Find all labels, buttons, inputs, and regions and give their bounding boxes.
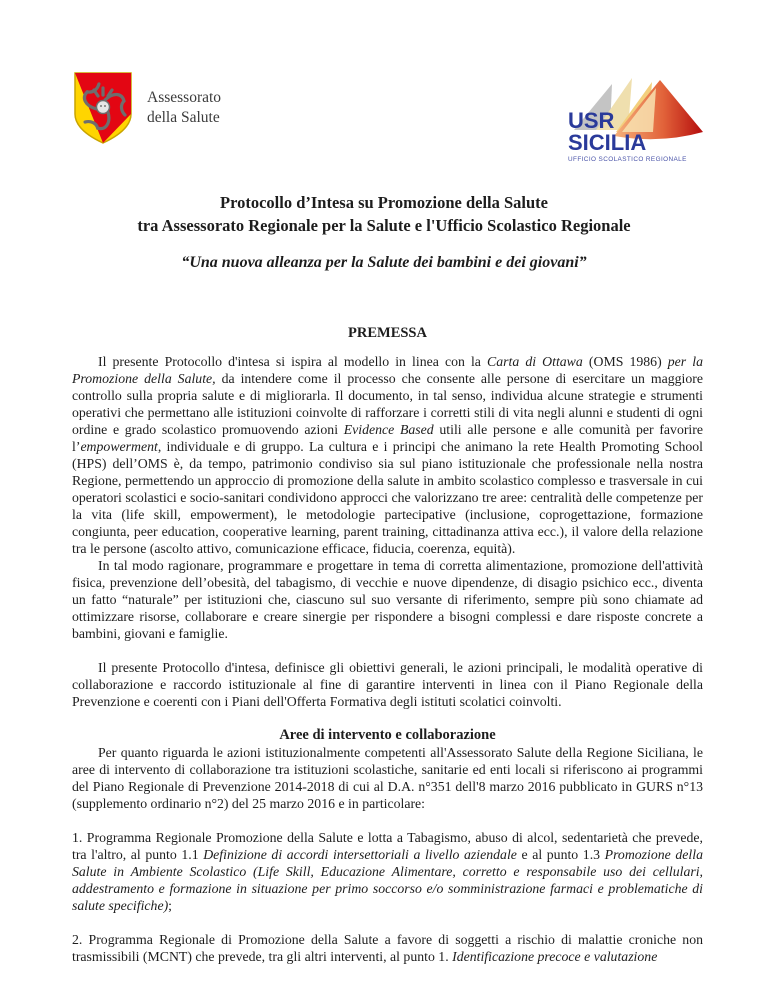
italic-text: Carta di Ottawa	[487, 354, 583, 369]
italic-text: Identificazione precoce e valutazione	[452, 949, 658, 964]
italic-text: Promozione della Salute in Ambiente Scolastico (Life Skill, Educazione Alimentare, corretto e responsabile uso dei cellulari, addestramento e formazione in situazione per primo soccorso e/o somministrazione farmaci e problematiche di salute specifiche)	[72, 847, 703, 913]
text: e al punto 1.3	[516, 847, 605, 862]
sicilia-text: SICILIA	[568, 130, 647, 155]
italic-text: empowerment	[80, 439, 158, 454]
text: utili alle persone e alle comunità per favorire l’	[72, 422, 703, 454]
paragraph	[72, 931, 703, 965]
title-line2: tra Assessorato Regionale per la Salute e l'Ufficio Scolastico Regionale	[137, 215, 631, 235]
assessorato-label-line1: Assessorato	[147, 89, 222, 106]
text: ;	[168, 898, 173, 913]
document-title	[40, 192, 728, 237]
paragraph	[72, 557, 703, 642]
paragraph	[72, 829, 703, 914]
text: 1. Programma Regionale Promozione della Salute e lotta a Tabagismo, abuso di alcol, sedentarietà che prevede, tra l'altro, al punto 1.1	[72, 830, 703, 862]
paragraph	[72, 744, 703, 812]
italic-text: per la Promozione della Salute,	[72, 354, 703, 386]
text: da intendere come il processo che consente alle persone di esercitare un maggiore controllo sulla propria salute e di migliorarla. Il documento, in tal senso, individua alcune strategie e strumenti operativi che permettano alle istituzioni coinvolte di rafforzare i corretti stili di vita negli alunni e studenti di ogni ordine e grado scolastico promuovendo azioni	[72, 371, 704, 437]
title-line1: Protocollo d’Intesa su Promozione della Salute	[219, 193, 548, 212]
document-subtitle: “Una nuova alleanza per la Salute dei bambini e dei giovani”	[181, 254, 587, 271]
italic-text: Evidence Based	[343, 422, 434, 437]
usr-sicilia-logo	[560, 72, 710, 173]
text: , individuale e di gruppo. La cultura e i principi che animano la rete Health Promoting School (HPS) dell’OMS è, da tempo, patrimonio condiviso sia sul piano istituzionale che professionale nella nostra Regione, permettendo un approccio di promozione della salute in ambito scolastico complesso e trasversale in cui operatori scolastici e socio-sanitari condividono approcci che valorizzano tre aree: centralità delle competenze per la vita (life skill, empowerment), le metodologie partecipative (inclusione, coprogettazione, formazione congiunta, peer education, cooperative learning, parent training, cittadinanza attiva ecc.), il valore della relazione tra le persone (ascolto attivo, comunicazione efficace, fiducia, coerenza, equità).	[72, 439, 703, 556]
usr-sicilia-sails-icon	[560, 72, 710, 168]
text: Il presente Protocollo d'intesa, definisce gli obiettivi generali, le azioni principali, le modalità operative di collaborazione e raccordo istituzionale al fine di garantire interventi in linea con il Piano Regionale della Prevenzione e coerenti con i Piani dell'Offerta Formativa degli istituti scolatici coinvolti.	[72, 660, 703, 709]
italic-text: Definizione di accordi intersettoriali a livello aziendale	[203, 847, 517, 862]
text: Per quanto riguarda le azioni istituzionalmente competenti all'Assessorato Salute della Regione Siciliana, le aree di intervento di collaborazione tra istituzioni scolastiche, sanitarie ed enti locali si riferiscono ai programmi del Piano Regionale di Prevenzione 2014-2018 di cui al D.A. n°351 dell'8 marzo 2016 pubblicato in GURS n°13 (supplemento ordinario n°2) del 25 marzo 2016 e in particolare:	[72, 745, 703, 811]
text: (OMS 1986)	[582, 354, 668, 369]
document-body	[72, 325, 703, 965]
text: In tal modo ragionare, programmare e progettare in tema di corretta alimentazione, promozione dell'attività fisica, prevenzione dell’obesità, del tabagismo, di vecchie e nuove dipendenze, di disagio psichico ecc., diventa un fatto “naturale” per istituzioni che, ciascuno sul suo versante di riferimento, sempre più sono chiamate ad ottimizzare risorse, collaborare e creare sinergie per rispondere a bisogni complessi e dare risposte concrete a bambini, giovani e famiglie.	[72, 558, 703, 641]
ufficio-scolastico-text: UFFICIO SCOLASTICO REGIONALE	[568, 156, 687, 163]
section-heading: Aree di intervento e collaborazione	[279, 727, 496, 743]
usr-text: USR	[568, 108, 615, 133]
section-heading: PREMESSA	[348, 325, 427, 341]
paragraph	[72, 659, 703, 710]
assessorato-logo	[72, 70, 221, 146]
document-header	[72, 70, 710, 173]
text: 2. Programma Regionale di Promozione della Salute a favore di soggetti a rischio di malattie croniche non trasmissibili (MCNT) che prevede, tra gli altri interventi, al punto 1.	[72, 932, 703, 964]
assessorato-label-line2: della Salute	[147, 109, 220, 127]
sicily-coat-of-arms-icon	[72, 70, 134, 146]
text: Il presente Protocollo d'intesa si ispira al modello in linea con la	[98, 354, 488, 369]
paragraph	[72, 353, 703, 557]
assessorato-label	[147, 88, 221, 128]
